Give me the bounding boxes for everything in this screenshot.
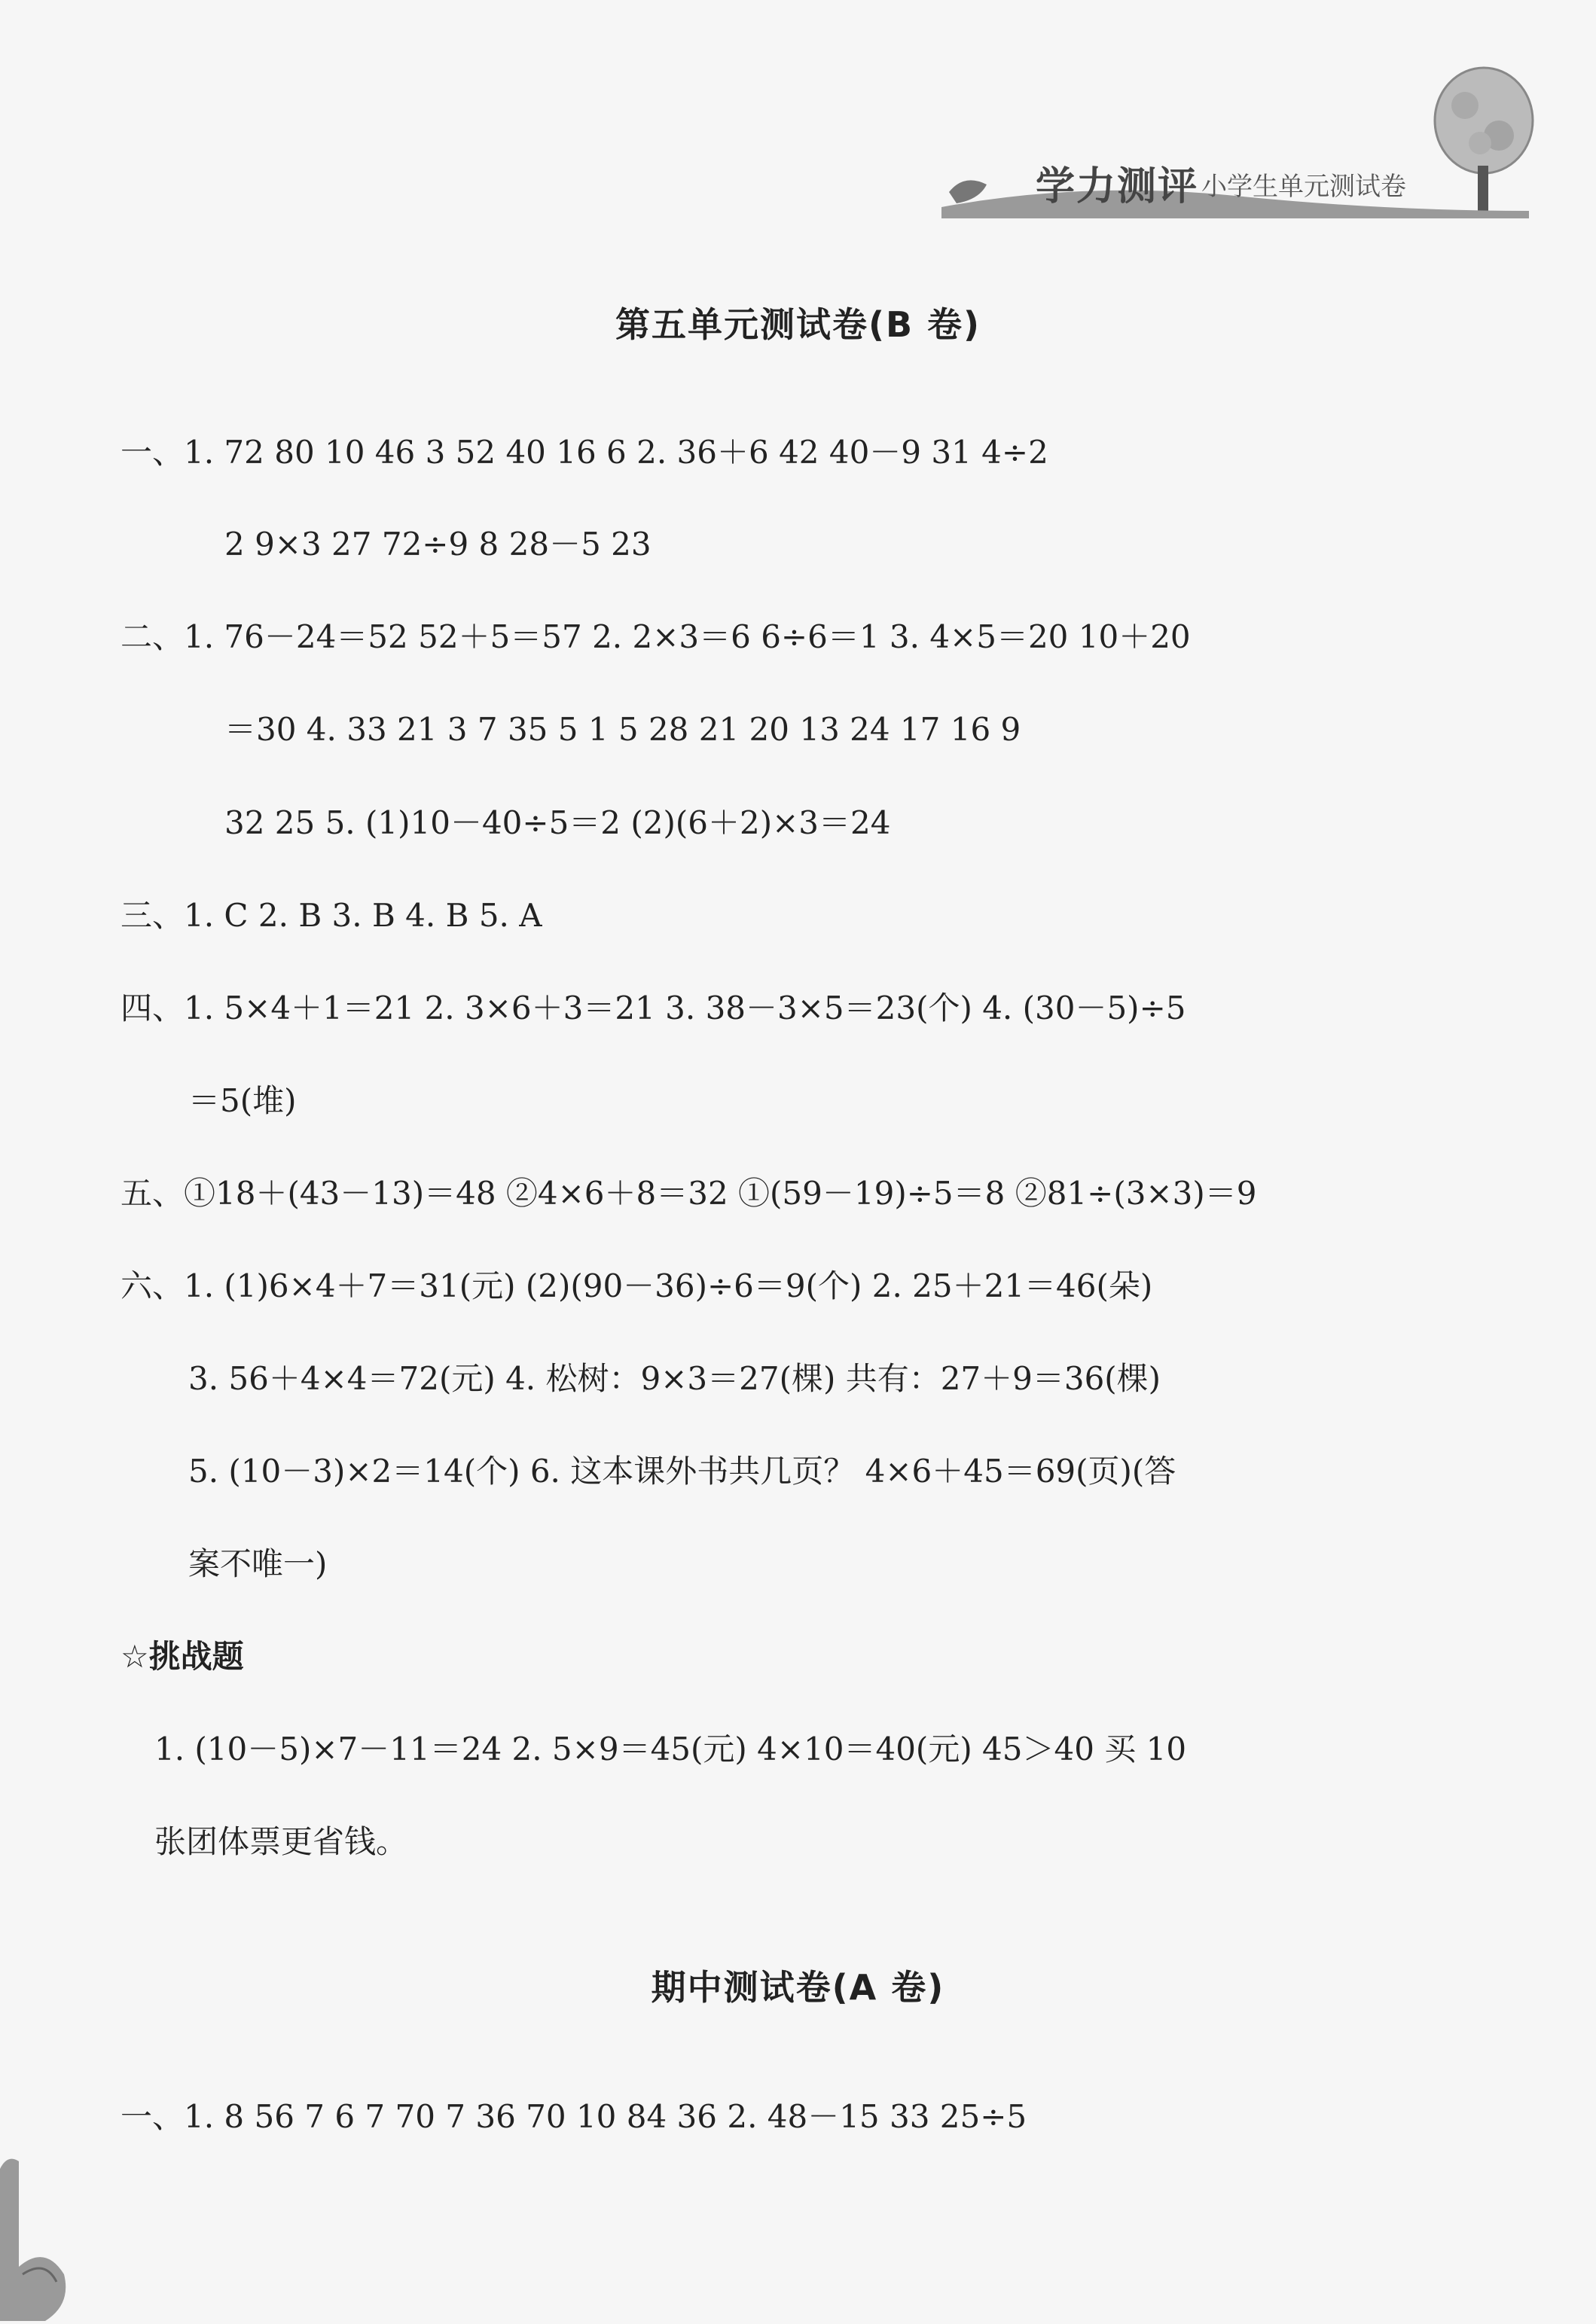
answer-line: 张团体票更省钱。	[154, 1823, 408, 1860]
answer-line: 5. (10－3)×2＝14(个) 6. 这本课外书共几页？ 4×6＋45＝69(页)(答	[188, 1453, 1176, 1490]
answer-line: 一、1. 8 56 7 6 7 70 7 36 70 10 84 36 2. 48－15 33 25÷5	[121, 2098, 1027, 2135]
challenge-heading: ☆挑战题	[121, 1638, 244, 1675]
header-logo	[934, 60, 1536, 226]
logo-title: 学力测评	[1036, 164, 1199, 209]
answer-line: ＝5(堆)	[188, 1082, 297, 1119]
answer-line: 一、1. 72 80 10 46 3 52 40 16 6 2. 36＋6 42 40－9 31 4÷2	[121, 434, 1048, 471]
answer-line: 二、1. 76－24＝52 52＋5＝57 2. 2×3＝6 6÷6＝1 3. 4×5＝20 10＋20	[121, 618, 1191, 655]
answer-line: 2 9×3 27 72÷9 8 28－5 23	[224, 526, 652, 563]
logo-subtitle: 小学生单元测试卷	[1201, 172, 1406, 202]
section-title-unit5-b: 第五单元测试卷(B 卷)	[615, 304, 981, 345]
section-title-midterm-a: 期中测试卷(A 卷)	[651, 1967, 945, 2008]
answer-line: 四、1. 5×4＋1＝21 2. 3×6＋3＝21 3. 38－3×5＝23(个) 4. (30－5)÷5	[121, 990, 1186, 1026]
answer-line: 3. 56＋4×4＝72(元) 4. 松树：9×3＝27(棵) 共有：27＋9＝36(棵)	[188, 1360, 1161, 1397]
answer-line: 1. (10－5)×7－11＝24 2. 5×9＝45(元) 4×10＝40(元) 45＞40 买 10	[154, 1731, 1187, 1767]
answer-line: 六、1. (1)6×4＋7＝31(元) (2)(90－36)÷6＝9(个) 2. 25＋21＝46(朵)	[121, 1267, 1153, 1304]
answer-line: 32 25 5. (1)10－40÷5＝2 (2)(6＋2)×3＝24	[224, 804, 891, 841]
answer-line: 五、①18＋(43－13)＝48 ②4×6＋8＝32 ①(59－19)÷5＝8 ②81÷(3×3)＝9	[121, 1175, 1257, 1212]
answer-line: ＝30 4. 33 21 3 7 35 5 1 5 28 21 20 13 24 17 16 9	[224, 711, 1021, 748]
answer-line: 三、1. C 2. B 3. B 4. B 5. A	[121, 897, 542, 934]
page-corner-decoration	[0, 2154, 83, 2321]
answer-line: 案不唯一)	[188, 1545, 328, 1582]
